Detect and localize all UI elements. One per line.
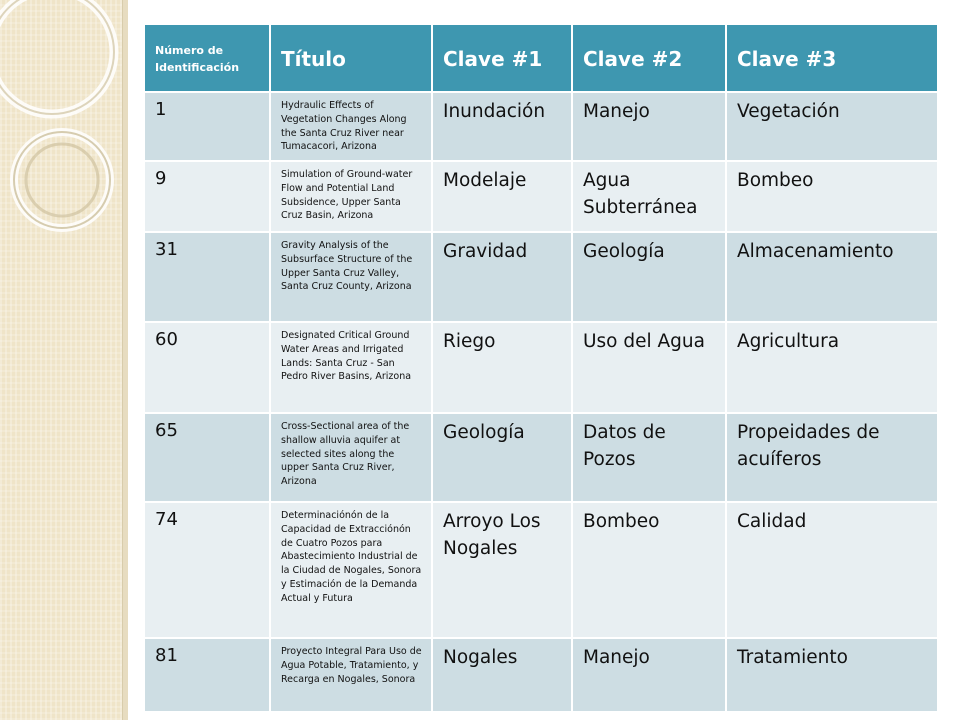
documents-table <box>145 25 939 713</box>
header-key3: Clave #3 <box>726 25 938 92</box>
cell-key2: Uso del Agua <box>572 322 726 413</box>
table-row <box>145 638 938 712</box>
cell-title: Hydraulic Effects of Vegetation Changes Along the Santa Cruz River near Tumacacori, Arizona <box>270 92 432 161</box>
cell-id: 31 <box>145 232 270 322</box>
cell-key3: Agricultura <box>726 322 938 413</box>
cell-title: Determinaciónón de la Capacidad de Extracciónón de Cuatro Pozos para Abastecimiento Industrial de la Ciudad de Nogales, Sonora y Estimación de la Demanda Actual y Futura <box>270 502 432 638</box>
cell-id: 74 <box>145 502 270 638</box>
table-row <box>145 502 938 638</box>
cell-key3: Vegetación <box>726 92 938 161</box>
cell-key3: Propeidades de acuíferos <box>726 413 938 502</box>
cell-title: Cross-Sectional area of the shallow alluvia aquifer at selected sites along the upper Santa Cruz River, Arizona <box>270 413 432 502</box>
cell-key1: Nogales <box>432 638 572 712</box>
cell-key1: Gravidad <box>432 232 572 322</box>
table-row <box>145 413 938 502</box>
cell-key2: Manejo <box>572 92 726 161</box>
header-title: Título <box>270 25 432 92</box>
cell-key3: Bombeo <box>726 161 938 232</box>
cell-key1: Riego <box>432 322 572 413</box>
cell-key1: Inundación <box>432 92 572 161</box>
table-row <box>145 232 938 322</box>
cell-key3: Almacenamiento <box>726 232 938 322</box>
cell-id: 60 <box>145 322 270 413</box>
table-header-row <box>145 25 938 92</box>
cell-key2: Bombeo <box>572 502 726 638</box>
cell-id: 65 <box>145 413 270 502</box>
cell-key1: Arroyo Los Nogales <box>432 502 572 638</box>
cell-key1: Modelaje <box>432 161 572 232</box>
table-row <box>145 161 938 232</box>
cell-key2: Geología <box>572 232 726 322</box>
cell-id: 81 <box>145 638 270 712</box>
table-row <box>145 92 938 161</box>
cell-title: Designated Critical Ground Water Areas and Irrigated Lands: Santa Cruz - San Pedro River Basins, Arizona <box>270 322 432 413</box>
cell-id: 9 <box>145 161 270 232</box>
cell-key2: Agua Subterránea <box>572 161 726 232</box>
cell-key3: Calidad <box>726 502 938 638</box>
header-id: Número de Identificación <box>145 25 270 92</box>
cell-key3: Tratamiento <box>726 638 938 712</box>
cell-title: Gravity Analysis of the Subsurface Structure of the Upper Santa Cruz Valley, Santa Cruz County, Arizona <box>270 232 432 322</box>
cell-key2: Datos de Pozos <box>572 413 726 502</box>
cell-key1: Geología <box>432 413 572 502</box>
cell-title: Proyecto Integral Para Uso de Agua Potable, Tratamiento, y Recarga en Nogales, Sonora <box>270 638 432 712</box>
header-key1: Clave #1 <box>432 25 572 92</box>
cell-title: Simulation of Ground-water Flow and Potential Land Subsidence, Upper Santa Cruz Basin, Arizona <box>270 161 432 232</box>
cell-key2: Manejo <box>572 638 726 712</box>
cell-id: 1 <box>145 92 270 161</box>
table-row <box>145 322 938 413</box>
header-key2: Clave #2 <box>572 25 726 92</box>
